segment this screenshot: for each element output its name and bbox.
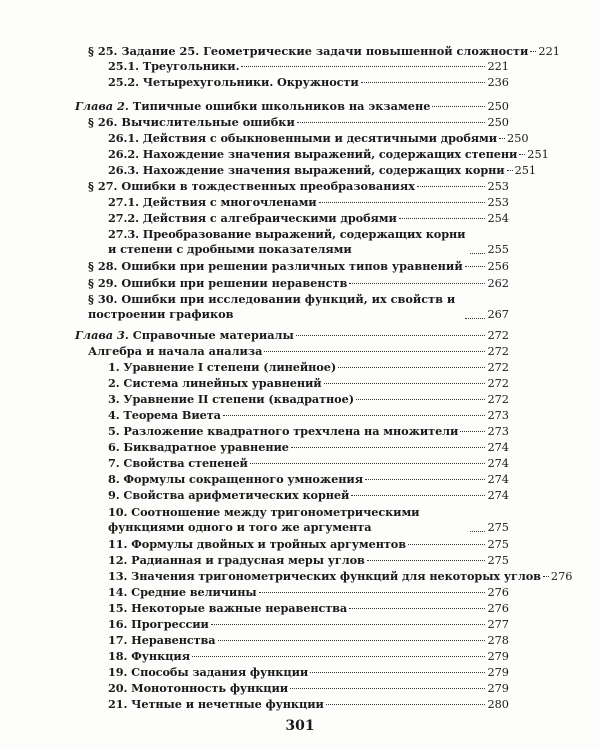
toc-entry — [88, 115, 509, 130]
dot-leader — [408, 544, 485, 545]
dot-leader — [223, 415, 486, 416]
toc-entry-title: 27.3. Преобразование выражений, содержащих корни и степени с дробными показателями — [108, 227, 466, 256]
toc-entry — [108, 585, 509, 600]
toc-entry-page: 272 — [487, 345, 509, 358]
toc-entry — [108, 227, 509, 257]
dot-leader — [264, 351, 485, 352]
toc-entry-title: 1. Уравнение I степени (линейное) — [108, 360, 337, 374]
toc-entry-title: 16. Прогрессии — [108, 617, 209, 631]
toc-entry — [108, 195, 509, 210]
toc-entry-title: 5. Разложение квадратного трехчлена на множители — [108, 424, 459, 438]
dot-leader — [349, 283, 485, 284]
dot-leader — [310, 672, 485, 673]
toc-entry — [108, 569, 573, 584]
toc-entry-title: § 26. Вычислительные ошибки — [88, 115, 295, 129]
toc-entry-page: 276 — [550, 570, 573, 583]
dot-leader — [417, 186, 485, 187]
toc-entry-page: 236 — [487, 76, 509, 89]
toc-entry-title: Справочные материалы — [132, 328, 294, 342]
toc-entry — [108, 360, 509, 375]
toc-entry — [88, 292, 509, 322]
toc-entry-page: 275 — [487, 521, 509, 534]
toc-entry-page: 262 — [487, 277, 509, 290]
toc-entry-page: 276 — [487, 586, 509, 599]
toc-entry-title: § 25. Задание 25. Геометрические задачи повышенной сложности — [88, 44, 529, 58]
dot-leader — [319, 202, 486, 203]
dot-leader — [326, 704, 486, 705]
toc-entry — [108, 440, 509, 455]
dot-leader — [356, 399, 485, 400]
toc-entry — [108, 472, 509, 487]
toc-entry-title: 26.1. Действия с обыкновенными и десятичными дробями — [108, 131, 498, 145]
toc-entry-title: 17. Неравенства — [108, 633, 216, 647]
toc-entry-page: 267 — [487, 308, 509, 321]
dot-leader — [470, 253, 485, 254]
toc-entry-title: Алгебра и начала анализа — [88, 344, 263, 358]
chapter-label: Глава 2. — [75, 99, 129, 113]
toc-entry-title: 13. Значения тригонометрических функций для некоторых углов — [108, 569, 541, 583]
toc-entry-page: 253 — [487, 180, 509, 193]
dot-leader — [250, 463, 486, 464]
toc-entry-title: 25.1. Треугольники. — [108, 59, 240, 73]
toc-entry-title: 3. Уравнение II степени (квадратное) — [108, 392, 354, 406]
toc-entry-page: 279 — [487, 682, 509, 695]
toc-entry-page: 279 — [487, 650, 509, 663]
toc-entry-title: 6. Биквадратное уравнение — [108, 440, 289, 454]
toc-entry-page: 255 — [487, 243, 509, 256]
dot-leader — [507, 170, 513, 171]
toc-entry-page: 275 — [487, 554, 509, 567]
dot-leader — [218, 640, 486, 641]
toc-entry-page: 256 — [487, 260, 509, 273]
toc-entry-page: 251 — [514, 164, 537, 177]
toc-entry-title: 9. Свойства арифметических корней — [108, 488, 350, 502]
toc-entry — [108, 75, 509, 90]
toc-entry — [108, 147, 549, 162]
dot-leader — [290, 688, 485, 689]
dot-leader — [499, 138, 505, 139]
chapter-label: Глава 3. — [75, 328, 129, 342]
toc-entry-page: 250 — [487, 116, 509, 129]
toc-entry-page: 278 — [487, 634, 509, 647]
toc-entry-title: 25.2. Четырехугольники. Окружности — [108, 75, 359, 89]
toc-entry — [108, 392, 509, 407]
dot-leader — [432, 106, 485, 107]
toc-entry-title: 19. Способы задания функции — [108, 665, 309, 679]
dot-leader — [460, 431, 485, 432]
toc-entry-title: 14. Средние величины — [108, 585, 257, 599]
dot-leader — [543, 576, 549, 577]
toc-entry — [108, 456, 509, 471]
toc-entry — [108, 665, 509, 680]
toc-entry-page: 276 — [487, 602, 509, 615]
toc-entry — [88, 44, 560, 59]
toc-entry-page: 274 — [487, 457, 509, 470]
toc-entry-page: 250 — [507, 132, 529, 145]
dot-leader — [399, 218, 486, 219]
dot-leader — [241, 66, 485, 67]
toc-entry — [108, 505, 509, 535]
toc-entry-title: 27.1. Действия с многочленами — [108, 195, 317, 209]
dot-leader — [338, 367, 485, 368]
toc-entry-page: 272 — [487, 361, 509, 374]
toc-entry-page: 274 — [487, 441, 509, 454]
toc-entry — [108, 163, 537, 178]
toc-entry-page: 280 — [487, 698, 509, 711]
dot-leader — [291, 447, 486, 448]
toc-entry — [108, 59, 509, 74]
toc-entry-page: 221 — [487, 60, 509, 73]
toc-entry — [88, 259, 509, 274]
dot-leader — [259, 592, 486, 593]
dot-leader — [192, 656, 486, 657]
toc-entry-title: 10. Соотношение между тригонометрическими функциями одного и того же аргумента — [108, 505, 420, 534]
toc-entry-title: § 27. Ошибки в тождественных преобразованиях — [88, 179, 415, 193]
toc-entry — [88, 276, 509, 291]
toc-entry — [108, 633, 509, 648]
toc-entry-title: 26.3. Нахождение значения выражений, содержащих корни — [108, 163, 505, 177]
toc-entry-page: 272 — [487, 393, 509, 406]
toc-entry-page: 275 — [487, 538, 509, 551]
toc-entry — [108, 211, 509, 226]
toc-entry-page: 272 — [487, 329, 509, 342]
toc-entry-page: 274 — [487, 473, 509, 486]
toc-entry-title: 4. Теорема Виета — [108, 408, 221, 422]
toc-entry — [108, 488, 509, 503]
toc-chapter — [75, 328, 509, 343]
dot-leader — [349, 608, 485, 609]
toc-entry-title: 18. Функция — [108, 649, 190, 663]
toc-entry-title: 7. Свойства степеней — [108, 456, 248, 470]
dot-leader — [296, 335, 486, 336]
toc-entry-title: 12. Радианная и градусная меры углов — [108, 553, 365, 567]
toc-entry — [108, 553, 509, 568]
toc-entry-title: § 29. Ошибки при решении неравенств — [88, 276, 348, 290]
toc-entry — [108, 376, 509, 391]
toc-entry-page: 273 — [487, 409, 509, 422]
toc-entry-title: Типичные ошибки школьников на экзамене — [132, 99, 431, 113]
toc-entry-page: 221 — [538, 45, 560, 58]
toc-entry-page: 250 — [487, 100, 509, 113]
toc-entry-title: 27.2. Действия с алгебраическими дробями — [108, 211, 397, 225]
toc-entry-page: 277 — [487, 618, 509, 631]
toc-entry — [108, 681, 509, 696]
dot-leader — [361, 82, 486, 83]
toc-entry-title: § 30. Ошибки при исследовании функций, их свойств и построении графиков — [88, 292, 456, 321]
toc-entry-page: 274 — [487, 489, 509, 502]
dot-leader — [211, 624, 486, 625]
dot-leader — [367, 560, 486, 561]
dot-leader — [324, 383, 486, 384]
toc-entry-page: 272 — [487, 377, 509, 390]
page-number: 301 — [285, 718, 315, 734]
toc-entry — [88, 344, 509, 359]
toc-entry-page: 279 — [487, 666, 509, 679]
dot-leader — [351, 495, 485, 496]
toc-entry-title: 11. Формулы двойных и тройных аргументов — [108, 537, 406, 551]
dot-leader — [365, 479, 485, 480]
toc-entry-page: 254 — [487, 212, 509, 225]
toc-entry-title: 20. Монотонность функции — [108, 681, 289, 695]
toc-entry — [108, 131, 529, 146]
toc-chapter — [75, 99, 509, 114]
toc-entry-page: 273 — [487, 425, 509, 438]
dot-leader — [530, 51, 536, 52]
dot-leader — [297, 122, 486, 123]
toc-entry-page: 253 — [487, 196, 509, 209]
dot-leader — [465, 266, 486, 267]
toc-entry-title: § 28. Ошибки при решении различных типов уравнений — [88, 259, 463, 273]
toc-entry-page: 251 — [527, 148, 549, 161]
toc-entry-title: 8. Формулы сокращенного умножения — [108, 472, 363, 486]
toc-entry-title: 26.2. Нахождение значения выражений, содержащих степени — [108, 147, 518, 161]
toc-entry-title: 2. Система линейных уравнений — [108, 376, 322, 390]
toc-entry — [108, 424, 509, 439]
toc-entry — [108, 537, 509, 552]
toc-entry — [88, 179, 509, 194]
dot-leader — [519, 154, 525, 155]
toc-entry — [108, 617, 509, 632]
dot-leader — [470, 531, 485, 532]
toc-entry-title: 15. Некоторые важные неравенства — [108, 601, 348, 615]
toc-entry-title: 21. Четные и нечетные функции — [108, 697, 324, 711]
toc-entry — [108, 601, 509, 616]
toc-entry — [108, 408, 509, 423]
dot-leader — [465, 318, 485, 319]
toc-entry — [108, 697, 509, 712]
toc-entry — [108, 649, 509, 664]
